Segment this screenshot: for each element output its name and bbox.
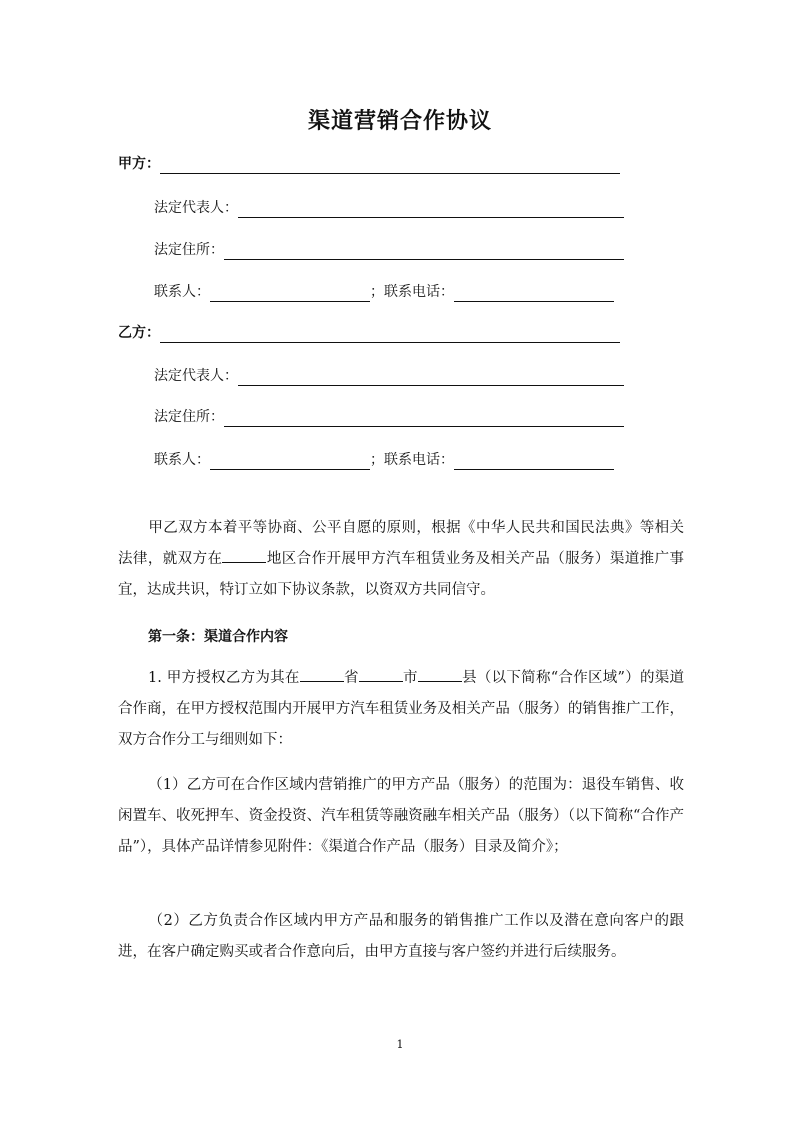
clause-1-paragraph	[118, 663, 684, 756]
party-b-rep-blank	[238, 369, 624, 386]
party-a-field	[118, 154, 620, 174]
party-b-label: 乙方：	[118, 325, 160, 341]
clause-1-text-2: 省	[343, 670, 359, 686]
party-a-blank	[160, 157, 620, 174]
party-a-address-blank	[224, 243, 624, 260]
party-a-label: 甲方：	[118, 156, 160, 172]
document-title: 渠道营销合作协议	[307, 109, 492, 134]
region-blank	[222, 548, 266, 563]
clause-1-text-3: 市	[402, 670, 418, 686]
party-a-phone-blank	[454, 285, 614, 302]
sub-clause-2-text: （2）乙方负责合作区域内甲方产品和服务的销售推广工作以及潜在意向客户的跟进，在客户确定购买或者合作意向后，由甲方直接与客户签约并进行后续服务。	[118, 913, 684, 960]
county-blank	[418, 667, 462, 682]
party-a-address-field	[154, 240, 624, 260]
party-b-phone-label: ；联系电话：	[370, 452, 454, 468]
party-b-address-field	[154, 407, 624, 427]
party-a-contact-label: 联系人：	[154, 284, 210, 300]
party-b-blank	[160, 326, 620, 343]
intro-text-2: 地区合作开展甲方汽车租赁业务及相关产品（服务）渠道推广事宜，达成共识，特订立如下协议条款，以资双方共同信守。	[118, 551, 685, 598]
party-a-address-label: 法定住所：	[154, 242, 224, 258]
intro-text-1: 甲乙双方本着平等协商、公平自愿的原则，根据《中华人民共和国民法典》等相关法律，就双方在	[118, 520, 684, 567]
party-b-contact-label: 联系人：	[154, 452, 210, 468]
article-1-heading: 第一条：渠道合作内容	[148, 629, 288, 645]
party-b-phone-blank	[454, 453, 614, 470]
party-b-address-label: 法定住所：	[154, 409, 224, 425]
party-b-contact-blank	[210, 453, 370, 470]
party-b-rep-label: 法定代表人：	[154, 368, 238, 384]
party-b-address-blank	[224, 410, 624, 427]
party-a-rep-field	[154, 198, 624, 218]
intro-paragraph	[118, 513, 684, 606]
party-b-field	[118, 323, 620, 343]
party-a-contact-blank	[210, 285, 370, 302]
sub-clause-1-text: （1）乙方可在合作区域内营销推广的甲方产品（服务）的范围为：退役车销售、收闲置车、收死押车、资金投资、汽车租赁等融资融车相关产品（服务）（以下简称“合作产品”），具体产品详情参见附件：《渠道合作产品（服务）目录及简介》；	[118, 777, 684, 855]
page-number: 1	[396, 1038, 404, 1051]
party-b-rep-field	[154, 366, 624, 386]
party-b-contact-field	[154, 450, 614, 470]
sub-clause-2	[118, 906, 684, 968]
party-a-rep-label: 法定代表人：	[154, 200, 238, 216]
city-blank	[359, 667, 403, 682]
sub-clause-1	[118, 770, 684, 863]
province-blank	[300, 667, 344, 682]
party-a-rep-blank	[238, 201, 624, 218]
clause-1-text-4: 县（以下简称“合作区域”）的渠道合作商，在甲方授权范围内开展甲方汽车租赁业务及相关产品（服务）的销售推广工作，双方合作分工与细则如下：	[118, 670, 685, 748]
party-a-contact-field	[154, 282, 614, 302]
party-a-phone-label: ；联系电话：	[370, 284, 454, 300]
clause-1-text-1: 1. 甲方授权乙方为其在	[148, 670, 300, 686]
